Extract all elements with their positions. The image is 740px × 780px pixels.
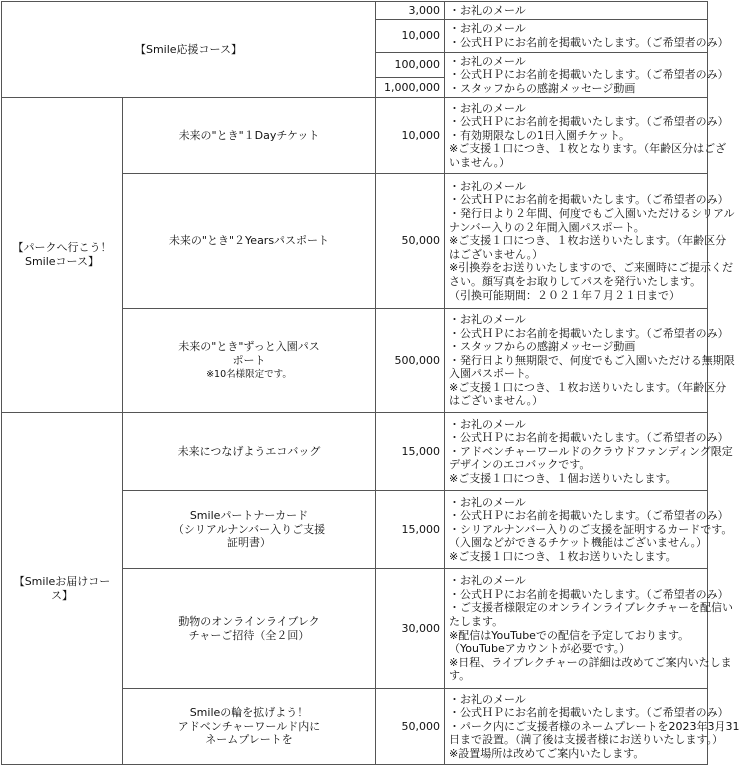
table-row	[2, 2, 708, 20]
amount: 1,000,000	[376, 78, 445, 98]
amount: 10,000	[376, 98, 445, 174]
reward-description: ・お礼のメール ・公式ＨＰにお名前を掲載いたします。（ご希望者のみ） ・発行日より２年間、何度でもご入園いただけるシリアル ナンバー入りの２年間入園パスポート。 ※ご支援１口につき、１枚お送りいたします。（年齢区分 はございません。） ※引換券をお送りいたしますので、ご来園時にご提示くだ さい。顔写真をお取りしてパスを発行いたします。 （引換可能期間：２０２１年７月２１日まで）	[445, 174, 708, 309]
table-row	[2, 413, 708, 491]
reward-description: ・お礼のメール ・公式ＨＰにお名前を掲載いたします。（ご希望者のみ） ・パーク内にご支援者様のネームプレートを2023年3月31 日まで設置。（満了後は支援者様にお送りいたします。） ※設置場所は改めてご案内いたします。	[445, 689, 708, 765]
reward-description: ・お礼のメール ・公式ＨＰにお名前を掲載いたします。（ご希望者のみ） ・シリアルナンバー入りのご支援を証明するカードです。 （入園などができるチケット機能はございません。） ※ご支援１口につき、１枚お送りいたします。	[445, 491, 708, 569]
reward-description: ・お礼のメール	[445, 2, 708, 20]
course-name: 【Smileお届けコー ス】	[2, 413, 123, 765]
reward-item-name: 未来につなげようエコバッグ	[123, 413, 376, 491]
amount: 15,000	[376, 413, 445, 491]
course-name: 【Smile応援コース】	[2, 2, 376, 98]
amount: 500,000	[376, 309, 445, 413]
reward-description: ・お礼のメール ・公式ＨＰにお名前を掲載いたします。（ご希望者のみ） ・スタッフからの感謝メッセージ動画	[445, 53, 708, 98]
amount: 15,000	[376, 491, 445, 569]
reward-item-name: 動物のオンラインライブレク チャーご招待（全２回）	[123, 569, 376, 689]
reward-item-name: Smileパートナーカード （シリアルナンバー入りご支援 証明書）	[123, 491, 376, 569]
amount: 50,000	[376, 689, 445, 765]
reward-table	[1, 1, 740, 765]
reward-description: ・お礼のメール ・公式ＨＰにお名前を掲載いたします。（ご希望者のみ） ・アドベンチャーワールドのクラウドファンディング限定 デザインのエコバックです。 ※ご支援１口につき、１個お送りいたします。	[445, 413, 708, 491]
amount: 10,000	[376, 20, 445, 53]
course-name: 【パークへ行こう！ Smileコース】	[2, 98, 123, 413]
table-row	[2, 98, 708, 174]
reward-item-name: Smileの輪を拡げよう！ アドベンチャーワールド内に ネームプレートを	[123, 689, 376, 765]
reward-item-name: 未来の"とき"ずっと入園パス ポート ※10名様限定です。	[123, 309, 376, 413]
reward-item-name: 未来の"とき"２Yearsパスポート	[123, 174, 376, 309]
reward-description: ・お礼のメール ・公式ＨＰにお名前を掲載いたします。（ご希望者のみ） ・ご支援者様限定のオンラインライブレクチャーを配信い たします。 ※配信はYouTubeでの配信を予定しております。 （YouTubeアカウントが必要です。） ※日程、ライブレクチャーの詳細は改めてご案内いたしま す。	[445, 569, 708, 689]
limited-note: ※10名様限定です。	[206, 368, 292, 380]
amount: 30,000	[376, 569, 445, 689]
amount: 100,000	[376, 53, 445, 78]
reward-item-name: 未来の"とき"１Dayチケット	[123, 98, 376, 174]
reward-description: ・お礼のメール ・公式ＨＰにお名前を掲載いたします。（ご希望者のみ） ・スタッフからの感謝メッセージ動画 ・発行日より無期限で、何度でもご入園いただける無期限 入園パスポート。 ※ご支援１口につき、１枚お送りいたします。（年齢区分 はございません。）	[445, 309, 708, 413]
amount: 50,000	[376, 174, 445, 309]
reward-description: ・お礼のメール ・公式ＨＰにお名前を掲載いたします。（ご希望者のみ） ・有効期限なしの1日入園チケット。 ※ご支援１口につき、１枚となります。（年齢区分はござ いません。）	[445, 98, 708, 174]
amount: 3,000	[376, 2, 445, 20]
reward-description: ・お礼のメール ・公式ＨＰにお名前を掲載いたします。（ご希望者のみ）	[445, 20, 708, 53]
